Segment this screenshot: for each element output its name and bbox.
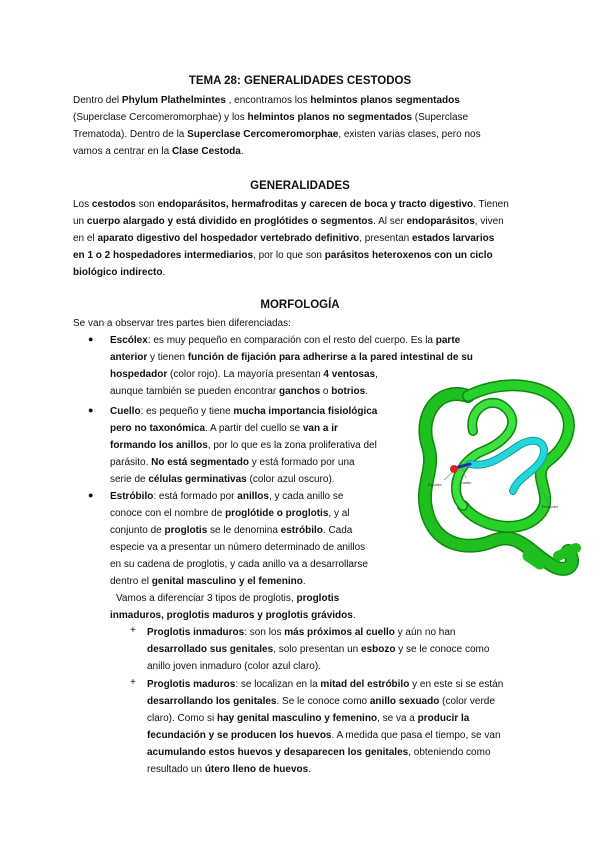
estrobilo-types-cont xyxy=(110,607,356,624)
generalidades-line: biológico indirecto. xyxy=(73,267,166,278)
intro-line: Dentro del Phylum Plathelmintes , encontramos los helmintos planos segmentados xyxy=(73,95,460,106)
inmaduros-line: desarrollado sus genitales, solo presentan un esbozo y se le conoce como xyxy=(147,644,490,655)
tapeworm-illustration xyxy=(408,376,588,586)
generalidades-line: Los cestodos son endoparásitos, hermafroditas y carecen de boca y tracto digestivo. Tienen xyxy=(73,199,509,210)
intro-line: Trematoda). Dentro de la Superclase Cercomeromorphae, existen varias clases, pero nos xyxy=(73,129,481,140)
label-cuello: Cuello xyxy=(460,480,472,485)
bullet-dot: ● xyxy=(88,334,94,344)
maduros-line: fecundación y se producen los huevos. A medida que pasa el tiempo, se van xyxy=(147,730,501,741)
plus-bullet: + xyxy=(130,625,136,636)
inmaduros-item xyxy=(147,624,489,675)
intro-line: (Superclase Cercomeromorphae) y los helmintos planos no segmentados (Superclase xyxy=(73,112,469,123)
estrobilo-item xyxy=(110,488,368,590)
document-title: TEMA 28: GENERALIDADES CESTODOS xyxy=(188,75,412,87)
estrobilo-line: en su cadena de proglotis, y cada anillo va a desarrollarse xyxy=(110,559,368,570)
scolex-pointer xyxy=(444,472,453,480)
estrobilo-line: inmaduros, proglotis maduros y proglotis grávidos. xyxy=(110,610,356,621)
scolex-marker xyxy=(450,465,458,473)
bullet-dot: ● xyxy=(88,405,94,415)
escolex-line: anterior y tienen función de fijación para adherirse a la pared intestinal de su xyxy=(110,352,473,363)
maduros-line: resultado un útero lleno de huevos. xyxy=(147,764,311,775)
estrobilo-line: dentro el genital masculino y el femenino. xyxy=(110,576,306,587)
section-heading-generalidades: GENERALIDADES xyxy=(250,180,350,192)
maduros-line: claro). Como si hay genital masculino y femenino, se va a producir la xyxy=(147,713,470,724)
maduros-item xyxy=(147,676,503,778)
estrobilo-line: especie va a presentar un número determinado de anillos xyxy=(110,542,366,553)
estrobilo-line: Vamos a diferenciar 3 tipos de proglotis, proglotis xyxy=(116,593,340,604)
estrobilo-line: conoce con el nombre de proglótide o proglotis, y al xyxy=(110,508,350,519)
cuello-line: pero no taxonómica. A partir del cuello se van a ir xyxy=(110,423,338,434)
cuello-line: formando los anillos, por lo que es la zona proliferativa del xyxy=(110,440,377,451)
strobila-mature-segment xyxy=(425,394,572,569)
maduros-line: acumulando estos huevos y desaparecen los genitales, obteniendo como xyxy=(147,747,491,758)
cuello-line: parásito. No está segmentado y está formado por una xyxy=(110,457,355,468)
generalidades-line: un cuerpo alargado y está dividido en proglótides o segmentos. Al ser endoparásitos, viven xyxy=(73,216,504,227)
generalidades-paragraph xyxy=(73,196,509,281)
tail-segment xyxy=(528,556,540,564)
plus-bullet: + xyxy=(130,677,136,688)
escolex-line: hospedador (color rojo). La mayoría presentan 4 ventosas, xyxy=(110,369,378,380)
intro-paragraph xyxy=(73,92,481,160)
morfologia-lead: Se van a observar tres partes bien diferenciadas: xyxy=(73,318,291,329)
escolex-line: Escólex: es muy pequeño en comparación con el resto del cuerpo. Es la parte xyxy=(110,335,461,346)
generalidades-line: en 1 o 2 hospedadores intermediarios, por lo que son parásitos heteroxenos con un ciclo xyxy=(73,250,493,261)
escolex-line: aunque también se pueden encontrar ganchos o botrios. xyxy=(110,386,368,397)
generalidades-line: en el aparato digestivo del hospedador vertebrado definitivo, presentan estados larvarios xyxy=(73,233,495,244)
cuello-item xyxy=(110,403,377,488)
inmaduros-line: Proglotis inmaduros: son los más próximos al cuello y aún no han xyxy=(147,627,456,638)
cuello-line: Cuello: es pequeño y tiene mucha importancia fisiológica xyxy=(110,406,378,417)
maduros-line: Proglotis maduros: se localizan en la mitad del estróbilo y en este si se están xyxy=(147,679,504,690)
estrobilo-types xyxy=(116,590,339,607)
maduros-line: desarrollando los genitales. Se le conoce como anillo sexuado (color verde xyxy=(147,696,495,707)
inmaduros-line: anillo joven inmaduro (color azul claro). xyxy=(147,661,321,672)
estrobilo-line: conjunto de proglotis se le denomina estróbilo. Cada xyxy=(110,525,353,536)
cuello-line: serie de células germinativas (color azul oscuro). xyxy=(110,474,335,485)
label-proglotis: Proglotid xyxy=(542,504,558,509)
label-escolex: Escólex xyxy=(428,482,443,487)
estrobilo-line: Estróbilo: está formado por anillos, y cada anillo se xyxy=(110,491,344,502)
bullet-dot: ● xyxy=(88,490,94,500)
intro-line: vamos a centrar en la Clase Cestoda. xyxy=(73,146,244,157)
section-heading-morfologia: MORFOLOGÍA xyxy=(260,299,340,311)
